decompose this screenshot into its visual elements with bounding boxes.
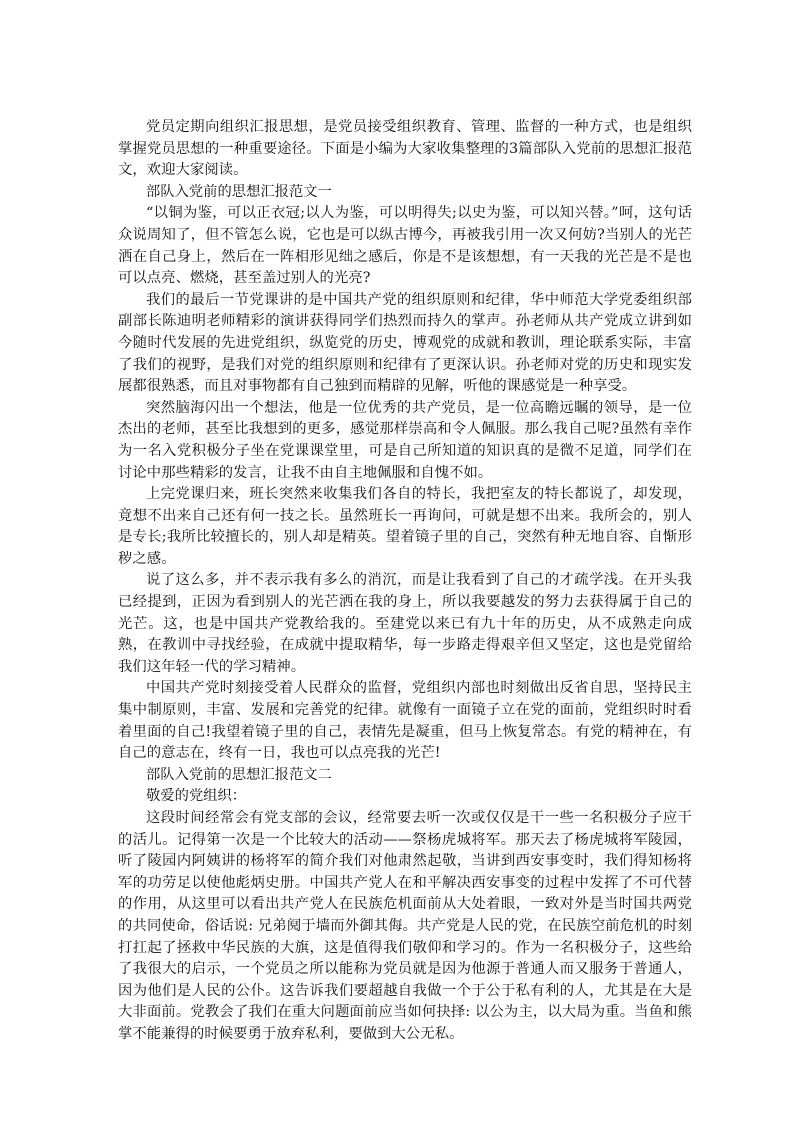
paragraph: 中国共产党时刻接受着人民群众的监督，党组织内部也时刻做出反省自思，坚持民主集中制原则，丰富、发展和完善党的纪律。就像有一面镜子立在党的面前，党组织时时看着里面的自己!我望着镜子里的自己，表情先是凝重，但马上恢复常态。有党的精神在，有自己的意志在，终有一日，我也可以点亮我的光芒! — [118, 680, 692, 762]
document-page — [118, 117, 692, 1046]
section-heading-2: 部队入党前的思想汇报范文二 — [146, 766, 332, 783]
paragraph: 我们的最后一节党课讲的是中国共产党的组织原则和纪律，华中师范大学党委组织部副部长陈迪明老师精彩的演讲获得同学们热烈而持久的掌声。孙老师从共产党成立讲到如今随时代发展的先进党组织，纵览党的历史，博观党的成就和教训，理论联系实际，丰富了我们的视野，是我们对党的组织原则和纪律有了更深认识。孙老师对党的历史和现实发展都很熟悉，而且对事物都有自己独到而精辟的见解，听他的课感觉是一种享受。 — [118, 291, 692, 395]
salutation: 敬爱的党组织： — [146, 788, 247, 805]
paragraph: 突然脑海闪出一个想法，他是一位优秀的共产党员，是一位高瞻远瞩的领导，是一位杰出的老师，甚至比我想到的更多，感觉那样崇高和令人佩服。那么我自己呢?虽然有幸作为一名入党积极分子坐在党课课堂里，可是自己所知道的知识真的是微不足道，同学们在讨论中那些精彩的发言，让我不由自主地佩服和自愧不如。 — [118, 399, 692, 481]
intro-paragraph: 党员定期向组织汇报思想，是党员接受组织教育、管理、监督的一种方式，也是组织掌握党员思想的一种重要途径。下面是小编为大家收集整理的3篇部队入党前的思想汇报范文，欢迎大家阅读。 — [118, 119, 692, 179]
paragraph: 说了这么多，并不表示我有多么的消沉，而是让我看到了自己的才疏学浅。在开头我已经提到，正因为看到别人的光芒洒在我的身上，所以我要越发的努力去获得属于自己的光芒。这，也是中国共产党教给我的。至建党以来已有九十年的历史，从不成熟走向成熟，在教训中寻找经验，在成就中提取精华，每一步路走得艰辛但又坚定，这也是党留给我们这年轻一代的学习精神。 — [118, 572, 692, 675]
paragraph: 上完党课归来，班长突然来收集我们各自的特长，我把室友的特长都说了，却发现，竟想不出来自己还有何一技之长。虽然班长一再询问，可就是想不出来。我所会的，别人是专长;我所比较擅长的，别人却是精英。望着镜子里的自己，突然有种无地自容、自惭形秽之感。 — [118, 486, 692, 567]
paragraph: 这段时间经常会有党支部的会议，经常要去听一次或仅仅是干一些一名积极分子应干的活儿。记得第一次是一个比较大的活动——祭杨虎城将军。那天去了杨虎城将军陵园，听了陵园内阿姨讲的杨将军的简介我们对他肃然起敬，当讲到西安事变时，我们得知杨将军的功劳足以使他彪炳史册。中国共产党人在和平解决西安事变的过程中发挥了不可代替的作用，从这里可以看出共产党人在民族危机面前从大处着眼，一致对外是当时国共两党的共同使命，俗话说: 兄弟阋于墙而外御其侮。共产党是人民的党，在民族空前危机的时刻打扛起了拯救中华民族的大旗，这是值得我们敬仰和学习的。作为一名积极分子，这些给了我很大的启示，一个党员之所以能称为党员就是因为他源于普通人而又服务于普通人，因为他们是人民的公仆。这告诉我们要超越自我做一个于公于私有利的人，尤其是在大是大非面前。党教会了我们在重大问题面前应当如何抉择: 以公为主，以大局为重。当鱼和熊掌不能兼得的时候要勇于放弃私利，要做到大公无私。 — [118, 810, 692, 1042]
paragraph: “以铜为鉴，可以正衣冠;以人为鉴，可以明得失;以史为鉴，可以知兴替。”呵，这句话众说周知了，但不管怎么说，它也是可以纵古博今，再被我引用一次又何妨?当别人的光芒洒在自己身上，然后在一阵相形见绌之感后，你是不是该想想，有一天我的光芒是不是也可以点亮、燃烧，甚至盖过别人的光亮? — [118, 205, 692, 287]
section-heading-1: 部队入党前的思想汇报范文一 — [146, 183, 332, 200]
